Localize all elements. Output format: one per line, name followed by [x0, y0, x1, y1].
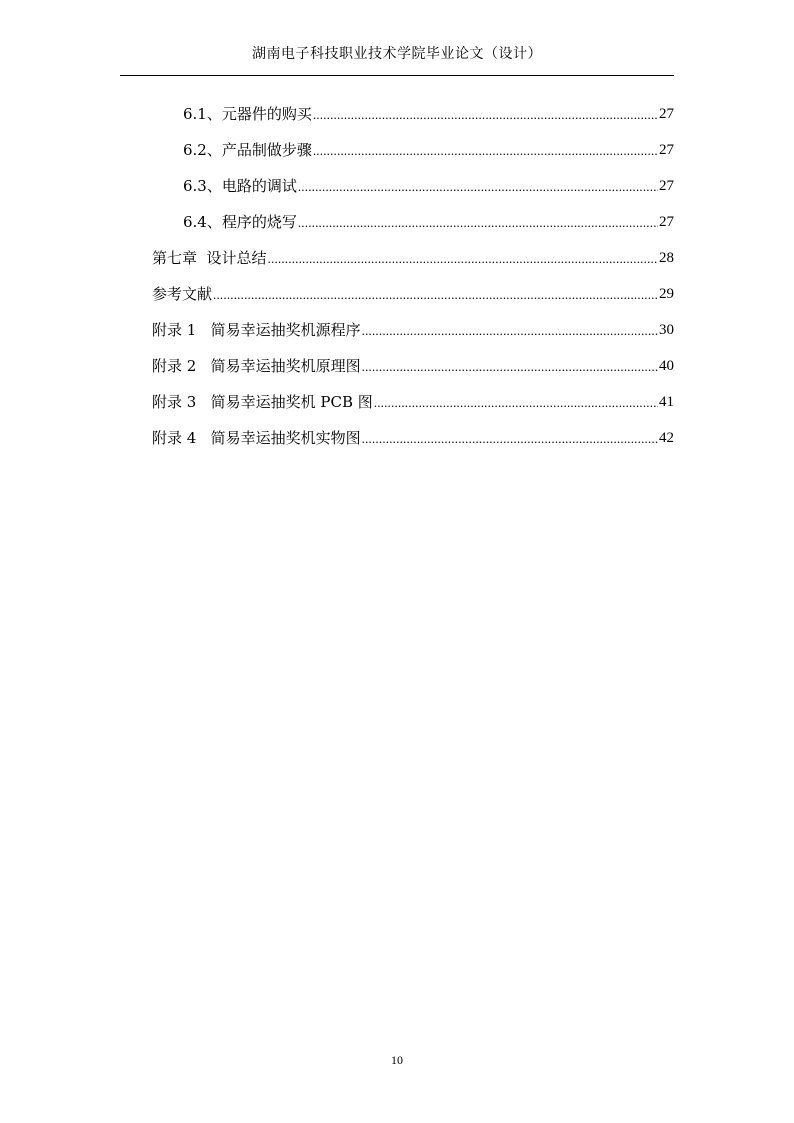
toc-dot-leader: [362, 322, 658, 340]
page-header: 湖南电子科技职业技术学院毕业论文（设计）: [252, 46, 542, 62]
toc-entry-appendix-1[interactable]: [152, 316, 674, 340]
toc-entry-chapter-7[interactable]: [152, 244, 674, 268]
toc-page-number: 41: [659, 394, 674, 410]
toc-entry-6-1[interactable]: [183, 100, 674, 124]
toc-entry-title: 6.4、程序的烧写: [183, 213, 297, 231]
header-divider: [120, 75, 674, 76]
toc-entry-title: 6.1、元器件的购买: [183, 105, 312, 123]
toc-entry-appendix-2[interactable]: [152, 352, 674, 376]
toc-entry-title: 附录 4 简易幸运抽奖机实物图: [152, 429, 361, 447]
toc-page-number: 27: [659, 214, 674, 230]
toc-dot-leader: [298, 214, 658, 232]
toc-entry-title: 附录 3 简易幸运抽奖机 PCB 图: [152, 393, 373, 411]
toc-entry-references[interactable]: [152, 280, 674, 304]
toc-page-number: 30: [659, 322, 674, 338]
toc-page-number: 28: [659, 250, 674, 266]
toc-page-number: 29: [659, 286, 674, 302]
toc-dot-leader: [362, 358, 658, 376]
toc-entry-title: 6.3、电路的调试: [183, 177, 297, 195]
toc-page-number: 27: [659, 142, 674, 158]
toc-dot-leader: [213, 286, 658, 304]
toc-dot-leader: [362, 430, 658, 448]
toc-entry-appendix-4[interactable]: [152, 424, 674, 448]
toc-entry-6-3[interactable]: [183, 172, 674, 196]
toc-entry-title: 6.2、产品制做步骤: [183, 141, 312, 159]
toc-entry-title: 参考文献: [152, 285, 213, 303]
toc-dot-leader: [313, 142, 658, 160]
toc-page-number: 40: [659, 358, 674, 374]
toc-dot-leader: [313, 106, 658, 124]
toc-dot-leader: [298, 178, 658, 196]
toc-entry-appendix-3[interactable]: [152, 388, 674, 412]
toc-page-number: 27: [659, 106, 674, 122]
toc-entry-6-2[interactable]: [183, 136, 674, 160]
toc-entry-title: 附录 1 简易幸运抽奖机源程序: [152, 321, 361, 339]
toc-page-number: 42: [659, 430, 674, 446]
toc-dot-leader: [268, 250, 658, 268]
page-number: 10: [391, 1053, 403, 1067]
toc-entry-6-4[interactable]: [183, 208, 674, 232]
toc-entry-title: 附录 2 简易幸运抽奖机原理图: [152, 357, 361, 375]
toc-page-number: 27: [659, 178, 674, 194]
toc-entry-title: 第七章 设计总结: [152, 249, 267, 267]
toc-dot-leader: [374, 394, 658, 412]
